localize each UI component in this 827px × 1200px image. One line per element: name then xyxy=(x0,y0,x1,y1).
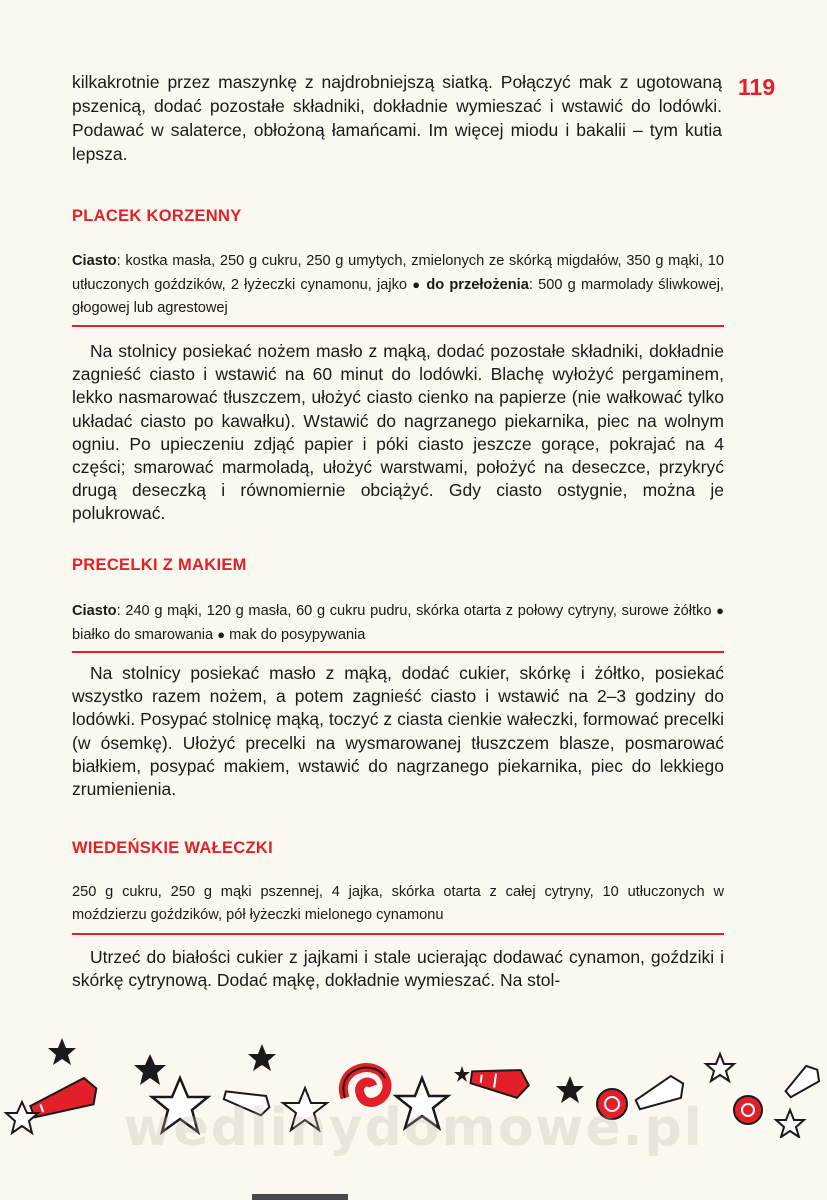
bullet-icon: ● xyxy=(412,277,422,292)
divider xyxy=(72,651,724,653)
watermark: wedlinydomowe.pl xyxy=(123,1098,704,1158)
star-icon xyxy=(248,1044,276,1071)
ingredients-placek-korzenny xyxy=(72,250,724,320)
method-wiedenskie-waleczki: Utrzeć do białości cukier z jajkami i stale ucierając dodawać cynamon, goździki i skórkę cytrynową. Dodać mąkę, dokładnie wymieszać. Na stol- xyxy=(72,947,724,991)
ingredients-label: Ciasto xyxy=(72,253,117,269)
page-number: 119 xyxy=(738,74,776,100)
ingredients-text: : 500 g marmolady śliwkowej, głogowej lub agrestowej xyxy=(72,277,724,316)
divider xyxy=(72,933,724,935)
bullet-icon: ● xyxy=(217,627,226,642)
method-precelki-z-makiem: Na stolnicy posiekać masło z mąką, dodać cukier, skórkę i żółtko, posiekać wszystko razem nożem, a potem zagnieść ciasto i wstawić na 2–3 godziny do lodówki. Posypać stolnicę mąką, toczyć z ciasta cienkie wałeczki, formować precelki (w ósemkę). Ułożyć precelki na wysmarowanej tłuszczem blasze, posmarować białkiem, posypać makiem, wstawić do nagrzanego piekarnika, piec do lekkiego zrumienienia. xyxy=(72,663,724,800)
divider xyxy=(72,325,724,327)
star-icon xyxy=(706,1054,734,1081)
party-horn-icon xyxy=(469,1063,530,1099)
recipe-title-precelki-z-makiem: PRECELKI Z MAKIEM xyxy=(72,556,247,574)
recipe-title-placek-korzenny: PLACEK KORZENNY xyxy=(72,207,242,225)
ingredients-label: do przełożenia xyxy=(426,277,529,293)
intro-paragraph: kilkakrotnie przez maszynkę z najdrobniejszą siatką. Połączyć mak z ugotowaną pszenicą, dodać pozostałe składniki, dokładnie wymieszać i wstawić do lodówki. Podawać w salaterce, obłożoną łamańcami. Im więcej miodu i bakalii – tym kutia lepsza. xyxy=(72,72,722,164)
page-tab-marker xyxy=(252,1194,348,1200)
star-icon xyxy=(134,1054,166,1085)
ingredients-label: Ciasto xyxy=(72,603,117,619)
ingredients-precelki-z-makiem xyxy=(72,599,724,647)
method-placek-korzenny: Na stolnicy posiekać nożem masło z mąką, dodać pozostałe składniki, dokładnie zagnieść ciasto i wstawić na 60 minut do lodówki. Blachę wyłożyć pergaminem, lekko nasmarować tłuszczem, ułożyć ciasto cienko na papierze (nie wałkować tylko układać ciasto po kawałku). Wstawić do nagrzanego piekarnika, piec na wolnym ogniu. Po upieczeniu zdjąć papier i póki ciasto jeszcze gorące, pokrajać na 4 części; smarować marmoladą, ułożyć warstwami, położyć na deseczce, przykryć drugą deseczką i równomiernie obciążyć. Gdy ciasto ostygnie, można je polukrować. xyxy=(72,341,724,524)
party-horn-icon xyxy=(782,1062,824,1102)
ingredients-text: mak do posypywania xyxy=(225,627,366,643)
recipe-title-wiedenskie-waleczki: WIEDEŃSKIE WAŁECZKI xyxy=(72,839,273,857)
star-icon xyxy=(48,1038,76,1065)
star-icon xyxy=(454,1066,470,1082)
ingredients-text: białko do smarowania xyxy=(72,627,218,643)
bullet-icon: ● xyxy=(716,603,724,618)
ingredients-wiedenskie-waleczki: 250 g cukru, 250 g mąki pszennej, 4 jajka, skórka otarta z całej cytryny, 10 utłuczonych w moździerzu goździków, pół łyżeczki mielonego cynamonu xyxy=(72,884,724,923)
ingredients-text: : kostka masła, 250 g cukru, 250 g umytych, zmielonych ze skórką migdałów, 350 g mąki, 10 utłuczonych goździków, 2 łyżeczki cynamonu, jajko xyxy=(72,253,724,293)
ingredients-text: : 240 g mąki, 120 g masła, 60 g cukru pudru, skórka otarta z połowy cytryny, surowe żółtko xyxy=(116,603,717,619)
